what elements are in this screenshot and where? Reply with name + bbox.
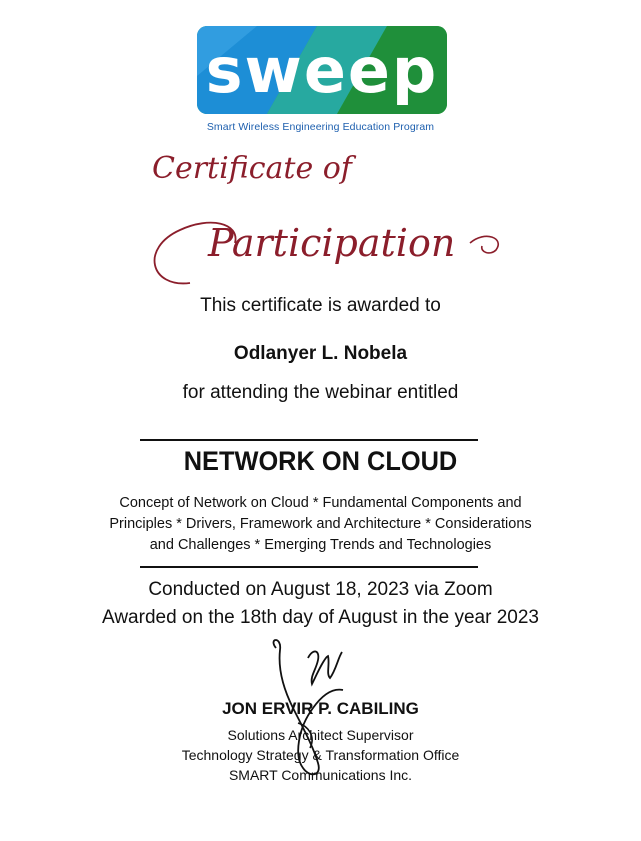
signatory-company: SMART Communications Inc. [228, 767, 413, 783]
signatory-role: Solutions Architect Supervisor [227, 727, 414, 743]
title-tail-flourish [470, 236, 498, 253]
sweep-logo [197, 26, 447, 114]
divider-top [140, 439, 478, 441]
awarded-date-line: Awarded on the 18th day of August in the year 2023 [102, 607, 539, 628]
webinar-topics: Concept of Network on Cloud * Fundamental Components and Principles * Drivers, Framework and Architecture * Considerations and Challenges * Emerging Trends and Technologies [109, 495, 532, 553]
signatory-office: Technology Strategy & Transformation Office [181, 747, 460, 763]
recipient-name: Odlanyer L. Nobela [233, 343, 408, 364]
awarded-line: This certificate is awarded to [200, 295, 441, 316]
sweep-logo-graphic [197, 26, 447, 114]
conducted-line: Conducted on August 18, 2023 via Zoom [148, 579, 493, 600]
webinar-title: NETWORK ON CLOUD [183, 446, 458, 476]
logo-wordmark: sweep [205, 34, 439, 107]
divider-bottom [140, 566, 478, 568]
signatory-name: JON ERVIR P. CABILING [222, 699, 419, 718]
certificate-title [130, 138, 510, 298]
logo-tagline: Smart Wireless Engineering Education Program [206, 121, 435, 133]
title-line-2: Participation [208, 221, 456, 265]
attending-line: for attending the webinar entitled [182, 382, 459, 403]
title-line-1: Certificate of [152, 151, 352, 186]
